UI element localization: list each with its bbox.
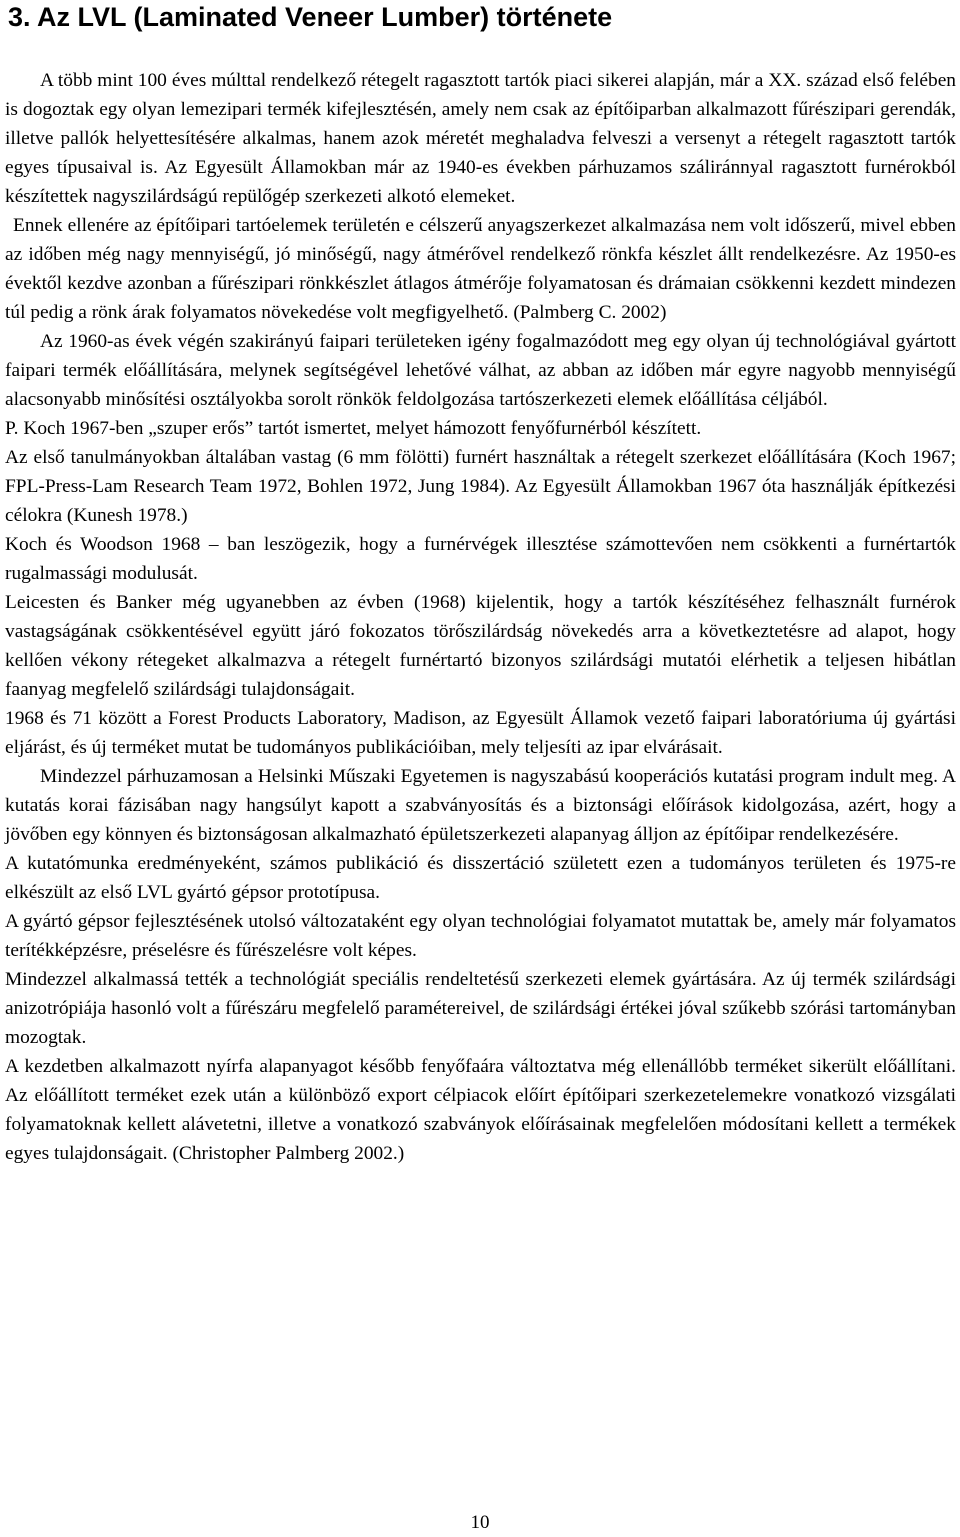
- paragraph: Ennek ellenére az építőipari tartóelemek területén e célszerű anyagszerkezet alkalmazása nem volt időszerű, mivel ebben az időben még nagy mennyiségű, jó minőségű, nagy átmérővel rendelkező rönkfa készlet állt rendelkezésre. Az 1950-es évektől kezdve azonban a fűrészipari rönkkészlet átlagos átmérője folyamatosan és drámaian csökkenni kezdett mindezen túl pedig a rönk árak folyamatos növekedése volt megfigyelhető. (Palmberg C. 2002): [5, 215, 956, 323]
- paragraph: Leicesten és Banker még ugyanebben az évben (1968) kijelentik, hogy a tartók készítéséhez felhasznált furnérok vastagságának csökkentésével együtt járó fokozatos törőszilárdság növekedés arra a következtetésre ad alapot, hogy kellően vékony rétegeket alkalmazva a rétegelt furnértartó bizonyos szilárdsági mutatói elérhetik a teljesen hibátlan faanyag megfelelő szilárdsági tulajdonságait.: [5, 592, 956, 700]
- paragraph: Koch és Woodson 1968 – ban leszögezik, hogy a furnérvégek illesztése számottevően nem csökkenti a furnértartók rugalmassági modulusát.: [5, 534, 956, 584]
- body-text: [5, 66, 956, 1168]
- paragraph: A több mint 100 éves múlttal rendelkező rétegelt ragasztott tartók piaci sikerei alapján, már a XX. század első felében is dogoztak egy olyan lemezipari termék kifejlesztésén, amely nem csak az építőiparban alkalmazott fűrészipari gerendák, illetve pallók helyettesítésére alkalmas, hanem azok méretét meghaladva felveszi a versenyt a rétegelt ragasztott tartók egyes típusaival is. Az Egyesült Államokban már az 1940-es években párhuzamos száliránnyal ragasztott furnérokból készítettek nagyszilárdságú repülőgép szerkezeti alkotó elemeket.: [5, 70, 956, 207]
- page-number: 10: [470, 1512, 490, 1533]
- paragraph: 1968 és 71 között a Forest Products Laboratory, Madison, az Egyesült Államok vezető faipari laboratóriuma új gyártási eljárást, és új terméket mutat be tudományos publikációiban, mely teljesíti az ipar elvárásait.: [5, 708, 956, 758]
- paragraph: Az 1960-as évek végén szakirányú faipari területeken igény fogalmazódott meg egy olyan új technológiával gyártott faipari termék előállítására, melynek segítségével lehetővé válhat, az abban az időben már egyre nagyobb mennyiségű alacsonyabb minősítési osztályokba sorolt rönkök feldolgozása tartószerkezeti elemek előállítása céljából.: [5, 331, 956, 410]
- paragraph: P. Koch 1967-ben „szuper erős” tartót ismertet, melyet hámozott fenyőfurnérból készített.: [5, 418, 702, 439]
- paragraph: Mindezzel párhuzamosan a Helsinki Műszaki Egyetemen is nagyszabású kooperációs kutatási program indult meg. A kutatás korai fázisában nagy hangsúlyt kapott a szabványosítás és a biztonsági előírások kidolgozása, azért, hogy a jövőben egy könnyen és biztonságosan alkalmazható épületszerkezeti alapanyag álljon az építőipar rendelkezésére.: [5, 766, 956, 845]
- paragraph: Az első tanulmányokban általában vastag (6 mm fölötti) furnért használtak a rétegelt szerkezet előállítására (Koch 1967; FPL-Press-Lam Research Team 1972, Bohlen 1972, Jung 1984). Az Egyesült Államokban 1967 óta használják építkezési célokra (Kunesh 1978.): [5, 447, 956, 526]
- section-heading: 3. Az LVL (Laminated Veneer Lumber) története: [8, 2, 613, 32]
- paragraph: Mindezzel alkalmassá tették a technológiát speciális rendeltetésű szerkezeti elemek gyártására. Az új termék szilárdsági anizotrópiája hasonló volt a fűrészáru megfelelő paramétereivel, de szilárdsági értékei jóval szűkebb szórási tartományban mozogtak.: [5, 969, 956, 1048]
- paragraph: A gyártó gépsor fejlesztésének utolsó változataként egy olyan technológiai folyamatot mutattak be, amely már folyamatos terítékképzésre, préselésre és fűrészelésre volt képes.: [5, 911, 956, 961]
- paragraph: A kezdetben alkalmazott nyírfa alapanyagot később fenyőfaára változtatva még ellenállóbb terméket sikerült előállítani. Az előállított terméket ezek után a különböző export célpiacok előírt építőipari szerkezetelemekre vonatkozó vizsgálati folyamatoknak kellett alávetetni, illetve a vonatkozó szabványok előírásainak megfelelően módosítani kellett a termékek egyes tulajdonságait. (Christopher Palmberg 2002.): [5, 1056, 956, 1164]
- paragraph: A kutatómunka eredményeként, számos publikáció és disszertáció született ezen a tudományos területen és 1975-re elkészült az első LVL gyártó gépsor prototípusa.: [5, 853, 956, 903]
